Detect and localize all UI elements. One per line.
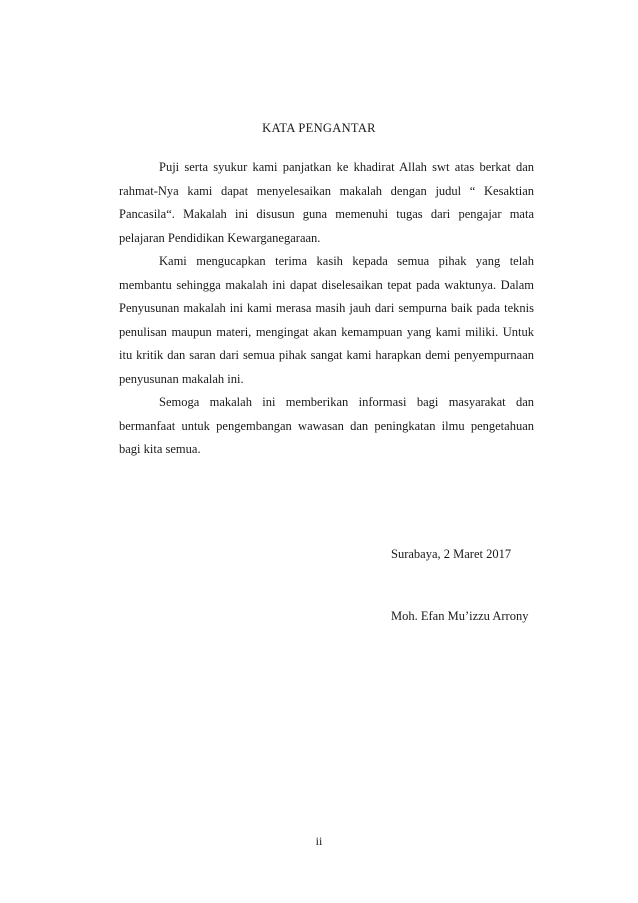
body-text (119, 156, 534, 462)
paragraph-3: Semoga makalah ini memberikan informasi bagi masyarakat dan bermanfaat untuk pengembangan wawasan dan peningkatan ilmu pengetahuan bagi kita semua. (119, 395, 534, 456)
paragraph-2: Kami mengucapkan terima kasih kepada semua pihak yang telah membantu sehingga makalah ini dapat diselesaikan tepat pada waktunya. Dalam Penyusunan makalah ini kami merasa masih jauh dari sempurna baik pada teknis penulisan maupun materi, mengingat akan kemampuan yang kami miliki. Untuk itu kritik dan saran dari semua pihak sangat kami harapkan demi penyempurnaan penyusunan makalah ini. (119, 254, 534, 386)
paragraph-1: Puji serta syukur kami panjatkan ke khadirat Allah swt atas berkat dan rahmat-Nya kami dapat menyelesaikan makalah dengan judul “ Kesaktian Pancasila“. Makalah ini disusun guna memenuhi tugas dari pengajar mata pelajaran Pendidikan Kewarganegaraan. (119, 160, 534, 245)
place-date: Surabaya, 2 Maret 2017 (391, 547, 512, 561)
page-number: ii (315, 834, 323, 848)
page-title: KATA PENGANTAR (262, 121, 376, 135)
signer-name: Moh. Efan Mu’izzu Arrony (391, 609, 529, 623)
